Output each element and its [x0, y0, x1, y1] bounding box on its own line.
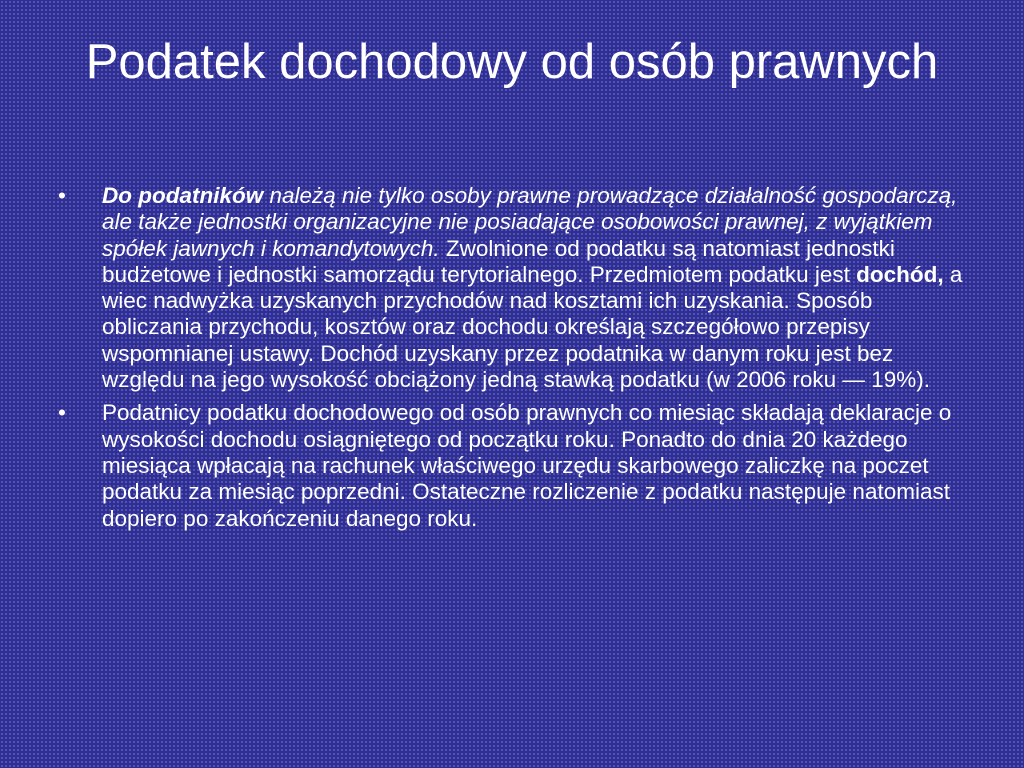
- bullet-item-2: [56, 400, 968, 531]
- body-text: a wiec nadwyżka uzyskanych przychodów nad kosztami ich uzyskania. Sposób obliczania przychodu, kosztów oraz dochodu określają szczegółowo przepisy wspomnianej ustawy. Dochód uzyskany przez podatnika w danym roku jest bez względu na jego wysokość obciążony jedną stawką podatku (w 2006 roku — 19%).: [102, 261, 963, 393]
- bold-term: dochód,: [856, 261, 944, 287]
- bullet-marker: •: [58, 400, 66, 426]
- italic-text: należą nie tylko osoby prawne prowadzące działalność gospodarczą, ale także jednostki organizacyjne nie posiadające osobowości prawnej, z wyjątkiem spółek jawnych i komandytowych.: [102, 183, 958, 261]
- bullet-item-1: [56, 183, 968, 393]
- body-text: Zwolnione od podatku są natomiast jednostki budżetowe i jednostki samorządu terytorialnego. Przedmiotem podatku jest: [102, 235, 895, 287]
- body-text: Podatnicy podatku dochodowego od osób prawnych co miesiąc składają deklaracje o wysokości dochodu osiągniętego od początku roku. Ponadto do dnia 20 każdego miesiąca wpłacają na rachunek właściwego urzędu skarbowego zaliczkę na poczet podatku za miesiąc poprzedni. Ostateczne rozliczenie z podatku następuje natomiast dopiero po zakończeniu danego roku.: [102, 400, 952, 531]
- bold-italic-lead: Do podatników: [102, 183, 264, 208]
- slide-title: Podatek dochodowy od osób prawnych: [85, 35, 939, 89]
- bullet-marker: •: [58, 183, 66, 208]
- bullet-list: [56, 183, 968, 539]
